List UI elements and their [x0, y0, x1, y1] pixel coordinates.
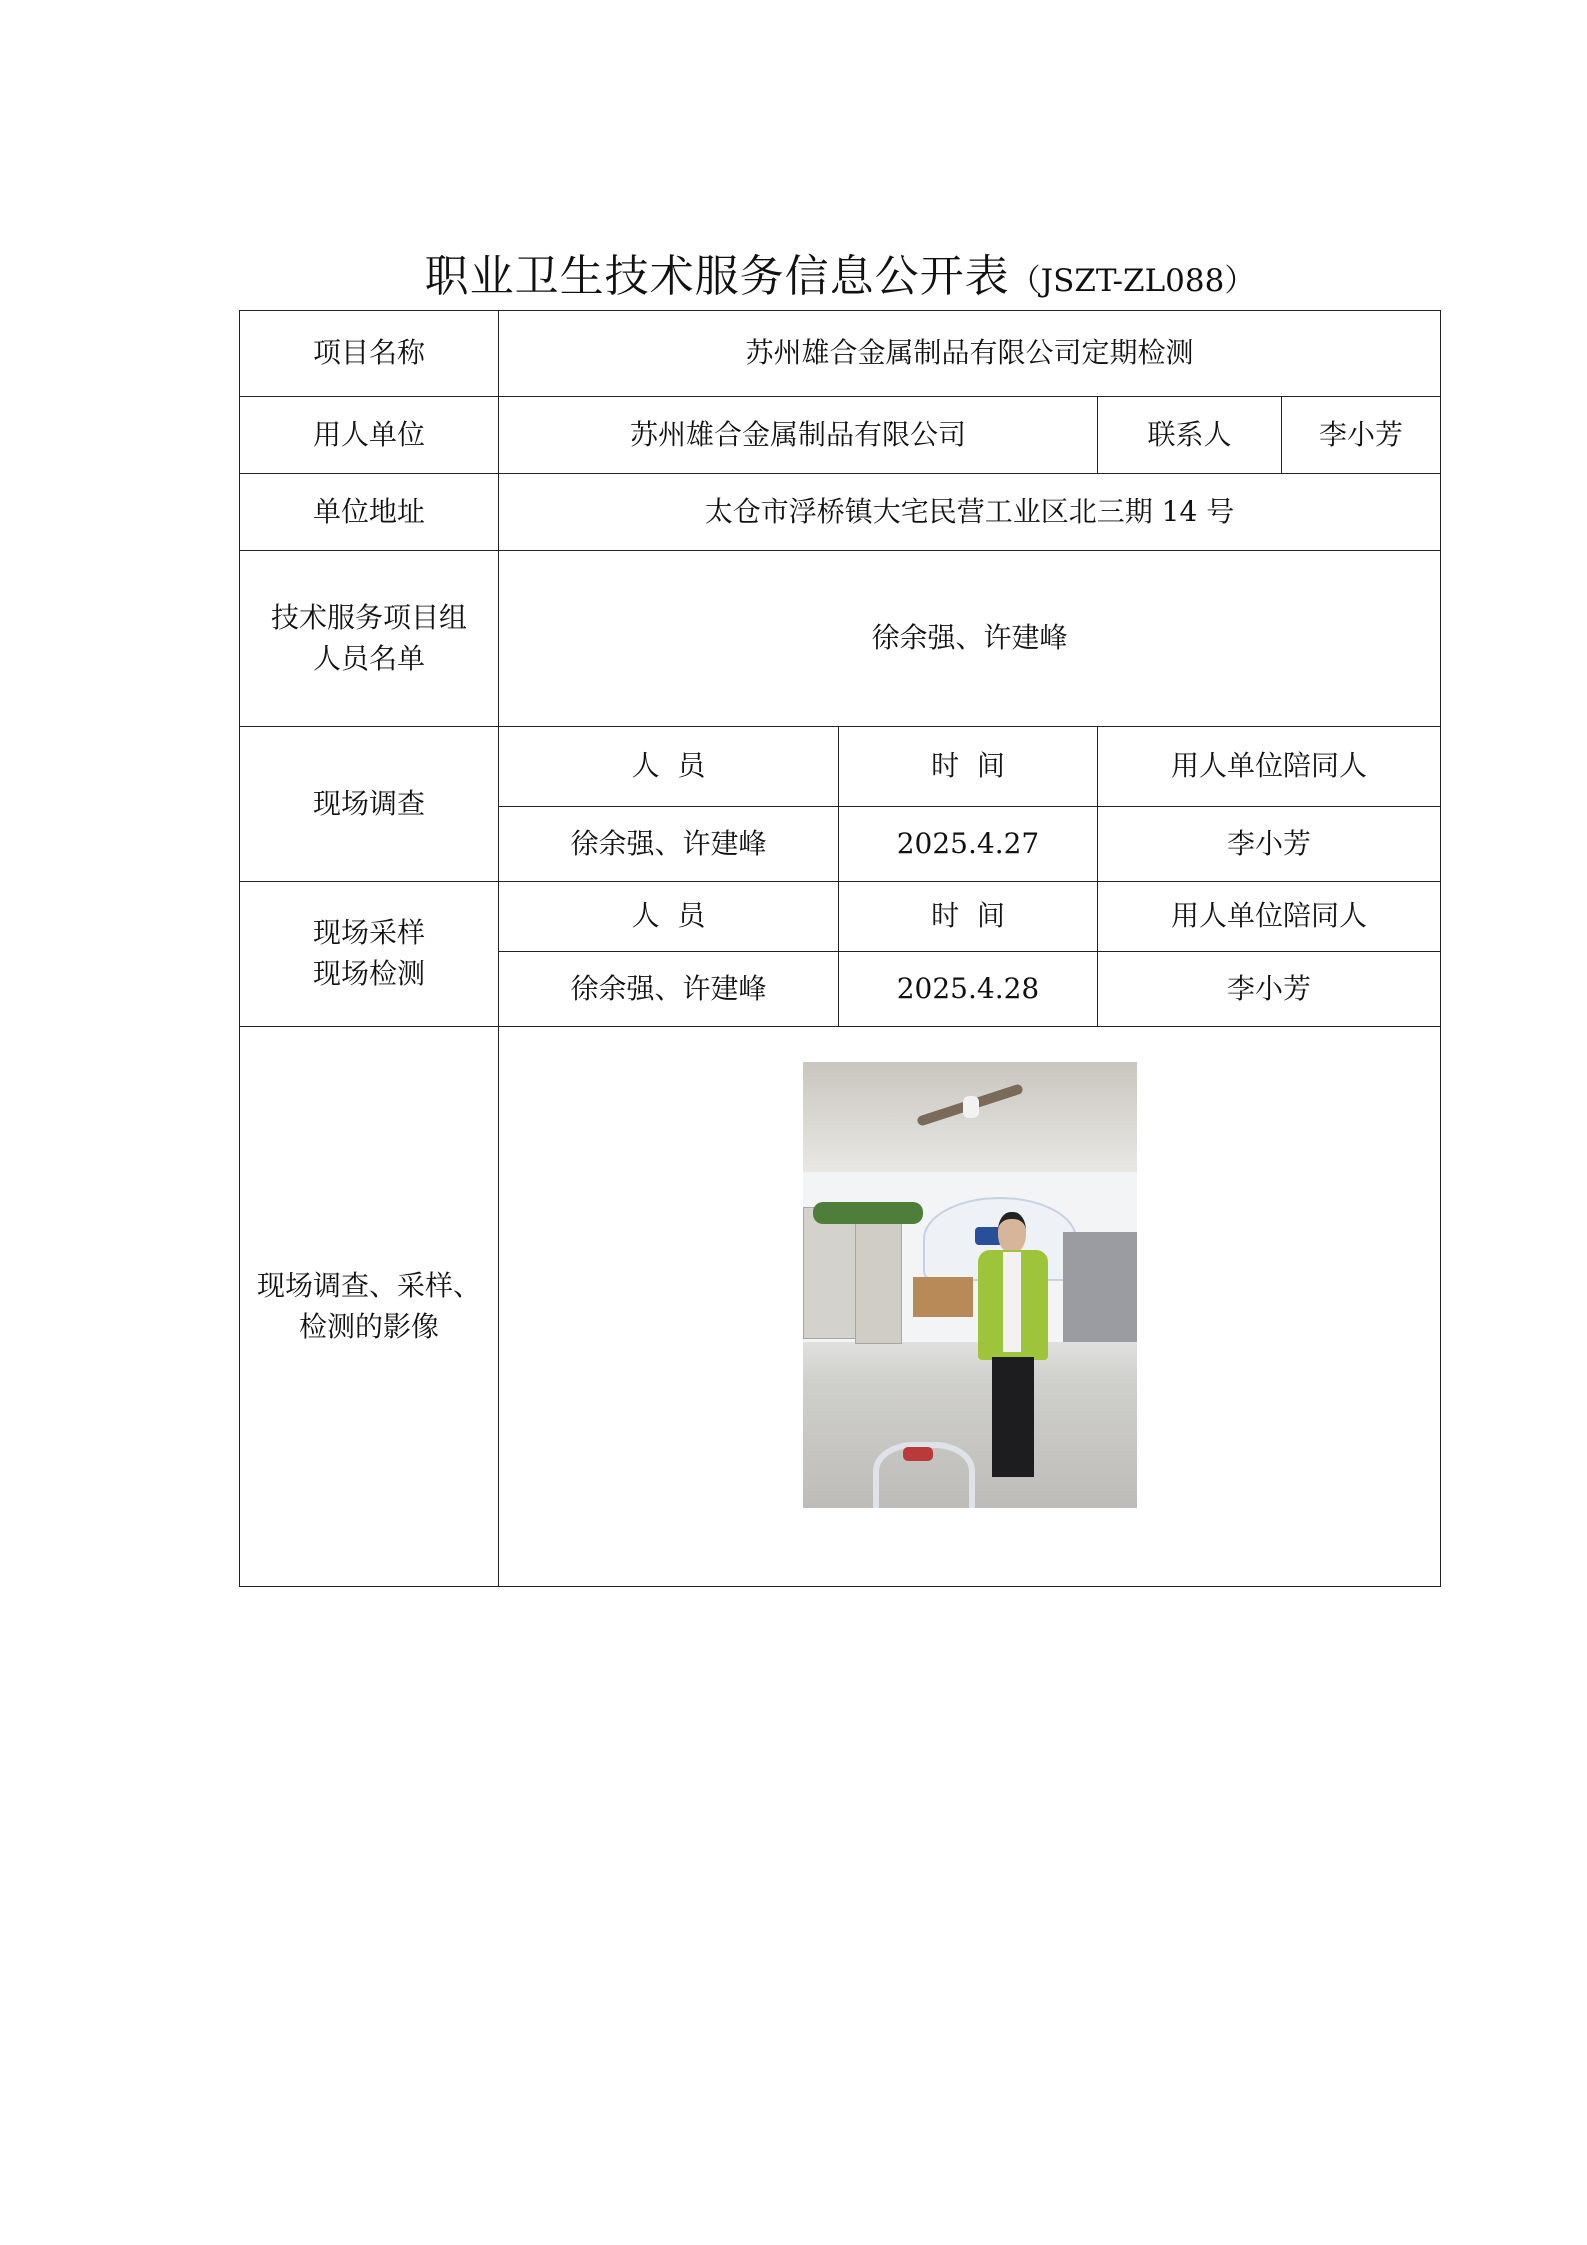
label-project: 项目名称 [240, 311, 499, 397]
reception-desk [913, 1277, 973, 1317]
value-team: 徐余强、许建峰 [499, 551, 1441, 727]
person-head [998, 1212, 1026, 1253]
label-address: 单位地址 [240, 474, 499, 551]
page-title [0, 240, 1587, 304]
survey-header-escort: 用人单位陪同人 [1098, 727, 1441, 807]
value-employer: 苏州雄合金属制品有限公司 [499, 397, 1098, 474]
label-images [240, 1027, 499, 1587]
value-contact: 李小芳 [1282, 397, 1441, 474]
sampling-header-time: 时 间 [839, 882, 1098, 952]
sampling-value-staff: 徐余强、许建峰 [499, 952, 839, 1027]
survey-value-escort: 李小芳 [1098, 807, 1441, 882]
row-employer [240, 397, 1441, 474]
row-team [240, 551, 1441, 727]
survey-header-staff: 人 员 [499, 727, 839, 807]
plants [813, 1202, 923, 1224]
person-pants [992, 1357, 1034, 1477]
row-sampling-header [240, 882, 1441, 952]
sampling-header-escort: 用人单位陪同人 [1098, 882, 1441, 952]
right-shelf [1063, 1232, 1137, 1342]
person [978, 1212, 1048, 1482]
survey-value-time: 2025.4.27 [839, 807, 1098, 882]
label-employer: 用人单位 [240, 397, 499, 474]
equipment-red [903, 1447, 933, 1461]
label-team [240, 551, 499, 727]
cabinet-2 [855, 1222, 902, 1344]
label-images-line1: 现场调查、采样、 [256, 1268, 481, 1302]
row-address [240, 474, 1441, 551]
label-contact: 联系人 [1098, 397, 1282, 474]
row-images [240, 1027, 1441, 1587]
survey-value-staff: 徐余强、许建峰 [499, 807, 839, 882]
site-photo [803, 1062, 1137, 1508]
person-shirt [1003, 1252, 1021, 1352]
label-sampling [240, 882, 499, 1027]
fan-hub [963, 1096, 979, 1118]
images-cell [499, 1027, 1441, 1587]
label-team-line2: 人员名单 [312, 641, 425, 675]
survey-header-time: 时 间 [839, 727, 1098, 807]
title-main: 职业卫生技术服务信息公开表 [424, 251, 1010, 302]
value-address: 太仓市浮桥镇大宅民营工业区北三期 14 号 [499, 474, 1441, 551]
label-survey: 现场调查 [240, 727, 499, 882]
row-project [240, 311, 1441, 397]
sampling-value-time: 2025.4.28 [839, 952, 1098, 1027]
row-survey-header [240, 727, 1441, 807]
info-table [239, 310, 1441, 1587]
label-sampling-line2: 现场检测 [312, 957, 425, 990]
title-code: （JSZT-ZL088） [1009, 263, 1256, 299]
value-project: 苏州雄合金属制品有限公司定期检测 [499, 311, 1441, 397]
sampling-value-escort: 李小芳 [1098, 952, 1441, 1027]
label-sampling-line1: 现场采样 [312, 916, 425, 950]
sampling-header-staff: 人 员 [499, 882, 839, 952]
label-images-line2: 检测的影像 [298, 1309, 439, 1343]
label-team-line1: 技术服务项目组 [270, 600, 467, 634]
